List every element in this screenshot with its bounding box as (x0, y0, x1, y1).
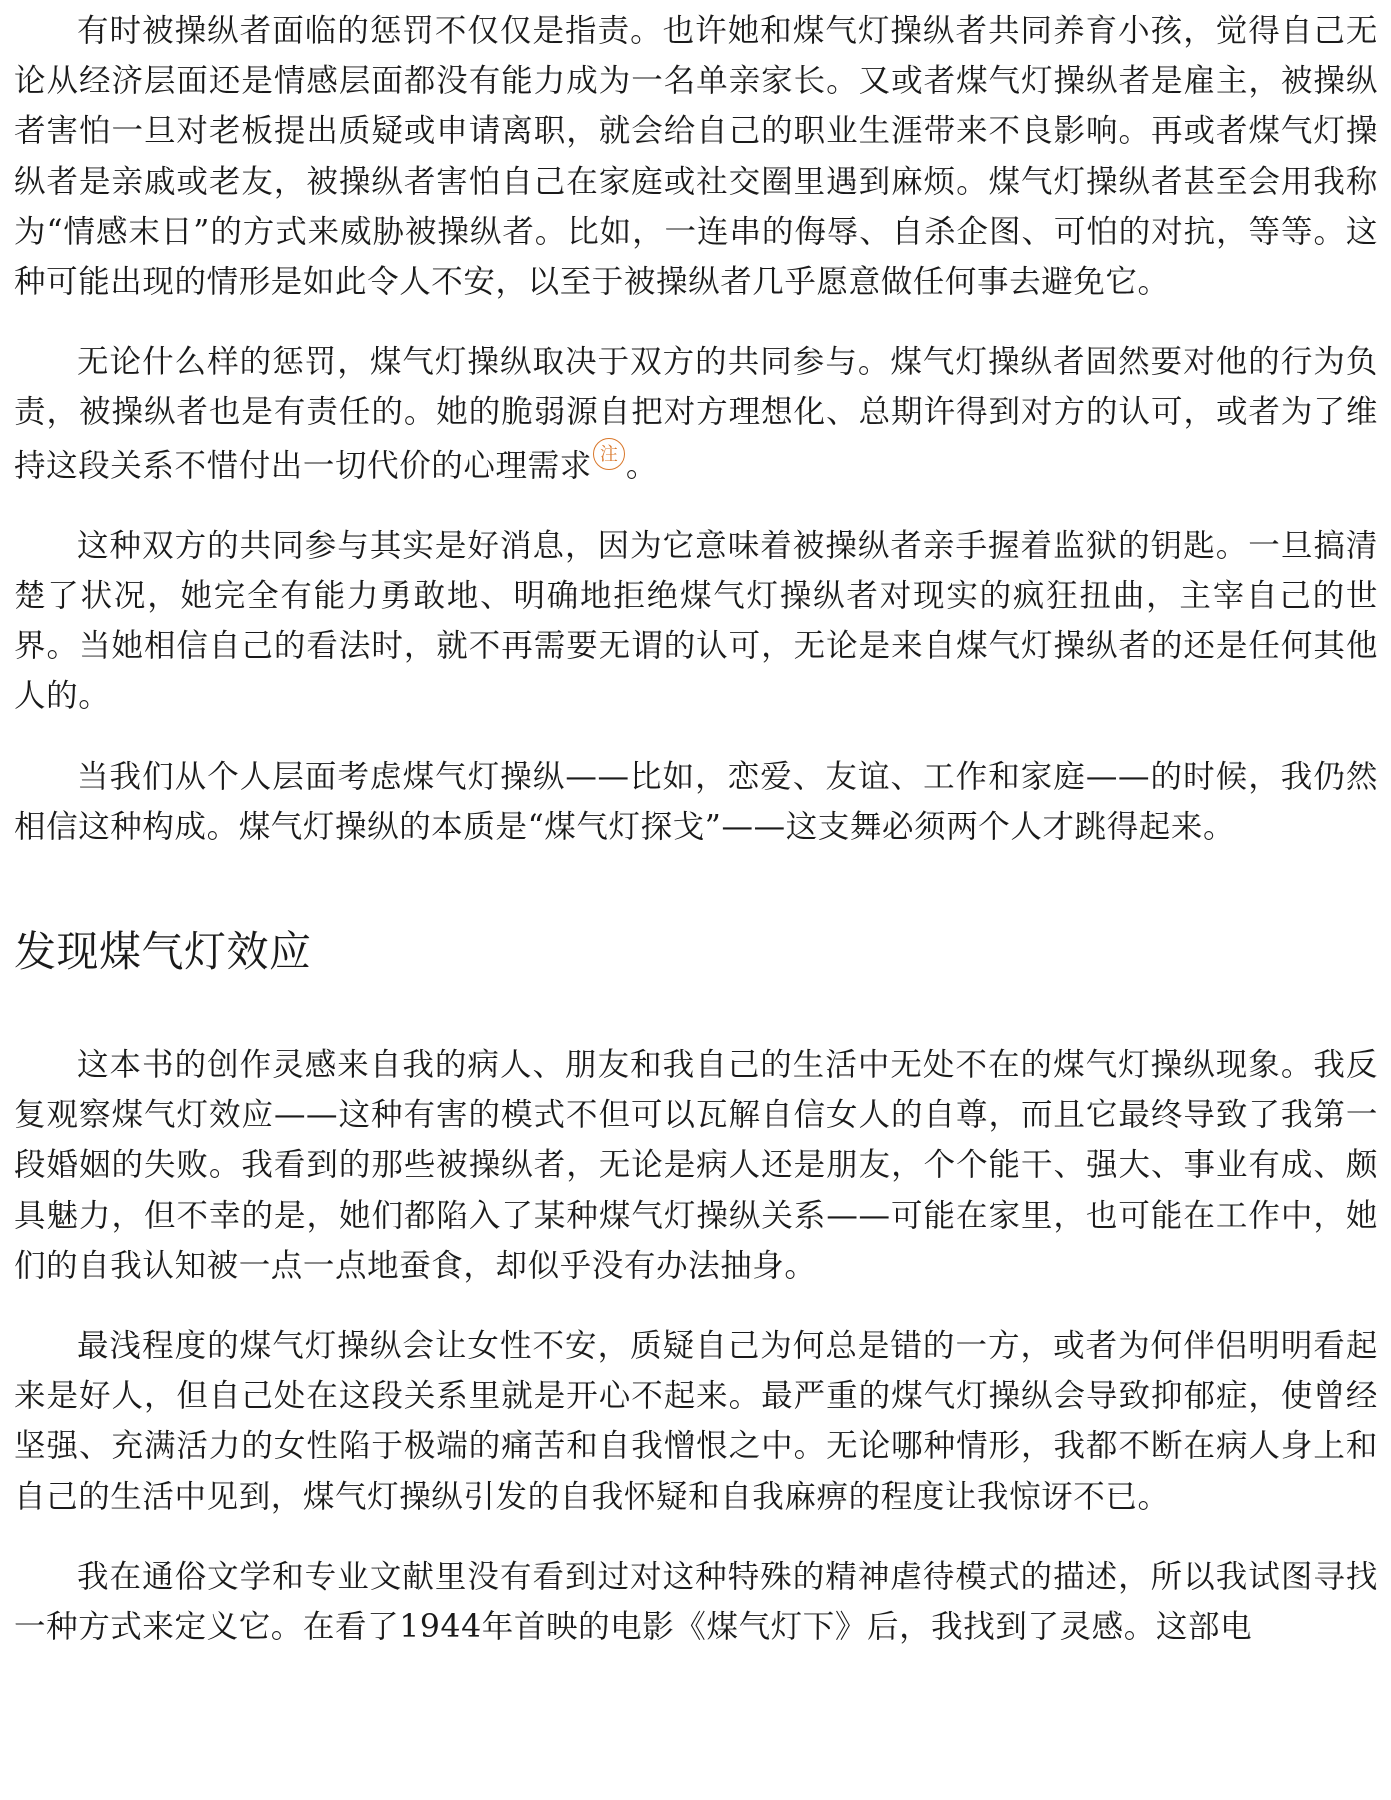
document-page (14, 6, 1378, 1652)
paragraph-gap (14, 307, 1378, 337)
paragraph-punishment: 有时被操纵者面临的惩罚不仅仅是指责。也许她和煤气灯操纵者共同养育小孩，觉得自己无论从经济层面还是情感层面都没有能力成为一名单亲家长。又或者煤气灯操纵者是雇主，被操纵者害怕一旦对老板提出质疑或申请离职，就会给自己的职业生涯带来不良影响。再或者煤气灯操纵者是亲戚或老友，被操纵者害怕自己在家庭或社交圈里遇到麻烦。煤气灯操纵者甚至会用我称为“情感末日”的方式来威胁被操纵者。比如，一连串的侮辱、自杀企图、可怕的对抗，等等。这种可能出现的情形是如此令人不安，以至于被操纵者几乎愿意做任何事去避免它。 (14, 13, 1378, 301)
paragraph-good-news: 这种双方的共同参与其实是好消息，因为它意味着被操纵者亲手握着监狱的钥匙。一旦搞清楚了状况，她完全有能力勇敢地、明确地拒绝煤气灯操纵者对现实的疯狂扭曲，主宰自己的世界。当她相信自己的看法时，就不再需要无谓的认可，无论是来自煤气灯操纵者的还是任何其他人的。 (14, 527, 1378, 715)
section-gap (14, 852, 1378, 924)
section-heading: 发现煤气灯效应 (14, 927, 312, 977)
paragraph-film-inspiration: 我在通俗文学和专业文献里没有看到过对这种特殊的精神虐待模式的描述，所以我试图寻找一种方式来定义它。在看了1944年首映的电影《煤气灯下》后，我找到了灵感。这部电 (14, 1558, 1378, 1646)
footnote-marker-icon[interactable]: 注 (593, 438, 625, 470)
paragraph-gaslight-tango: 当我们从个人层面考虑煤气灯操纵——比如，恋爱、友谊、工作和家庭——的时候，我仍然相信这种构成。煤气灯操纵的本质是“煤气灯探戈”——这支舞必须两个人才跳得起来。 (14, 758, 1378, 845)
paragraph-text: 无论什么样的惩罚，煤气灯操纵取决于双方的共同参与。煤气灯操纵者固然要对他的行为负责，被操纵者也是有责任的。她的脆弱源自把对方理想化、总期许得到对方的认可，或者为了维持这段关系不惜付出一切代价的心理需求 (14, 344, 1378, 484)
paragraph-gap (14, 491, 1378, 521)
paragraph-inspiration: 这本书的创作灵感来自我的病人、朋友和我自己的生活中无处不在的煤气灯操纵现象。我反复观察煤气灯效应——这种有害的模式不但可以瓦解自信女人的自尊，而且它最终导致了我第一段婚姻的失败。我看到的那些被操纵者，无论是病人还是朋友，个个能干、强大、事业有成、颇具魅力，但不幸的是，她们都陷入了某种煤气灯操纵关系——可能在家里，也可能在工作中，她们的自我认知被一点一点地蚕食，却似乎没有办法抽身。 (14, 1047, 1378, 1284)
paragraph-gap (14, 1291, 1378, 1321)
paragraph-text-end: 。 (625, 447, 658, 484)
section-gap (14, 980, 1378, 1040)
paragraph-gap (14, 1522, 1378, 1552)
paragraph-shared-participation (14, 337, 1378, 491)
paragraph-severity: 最浅程度的煤气灯操纵会让女性不安，质疑自己为何总是错的一方，或者为何伴侣明明看起来是好人，但自己处在这段关系里就是开心不起来。最严重的煤气灯操纵会导致抑郁症，使曾经坚强、充满活力的女性陷于极端的痛苦和自我憎恨之中。无论哪种情形，我都不断在病人身上和自己的生活中见到，煤气灯操纵引发的自我怀疑和自我麻痹的程度让我惊讶不已。 (14, 1328, 1378, 1515)
paragraph-gap (14, 722, 1378, 752)
